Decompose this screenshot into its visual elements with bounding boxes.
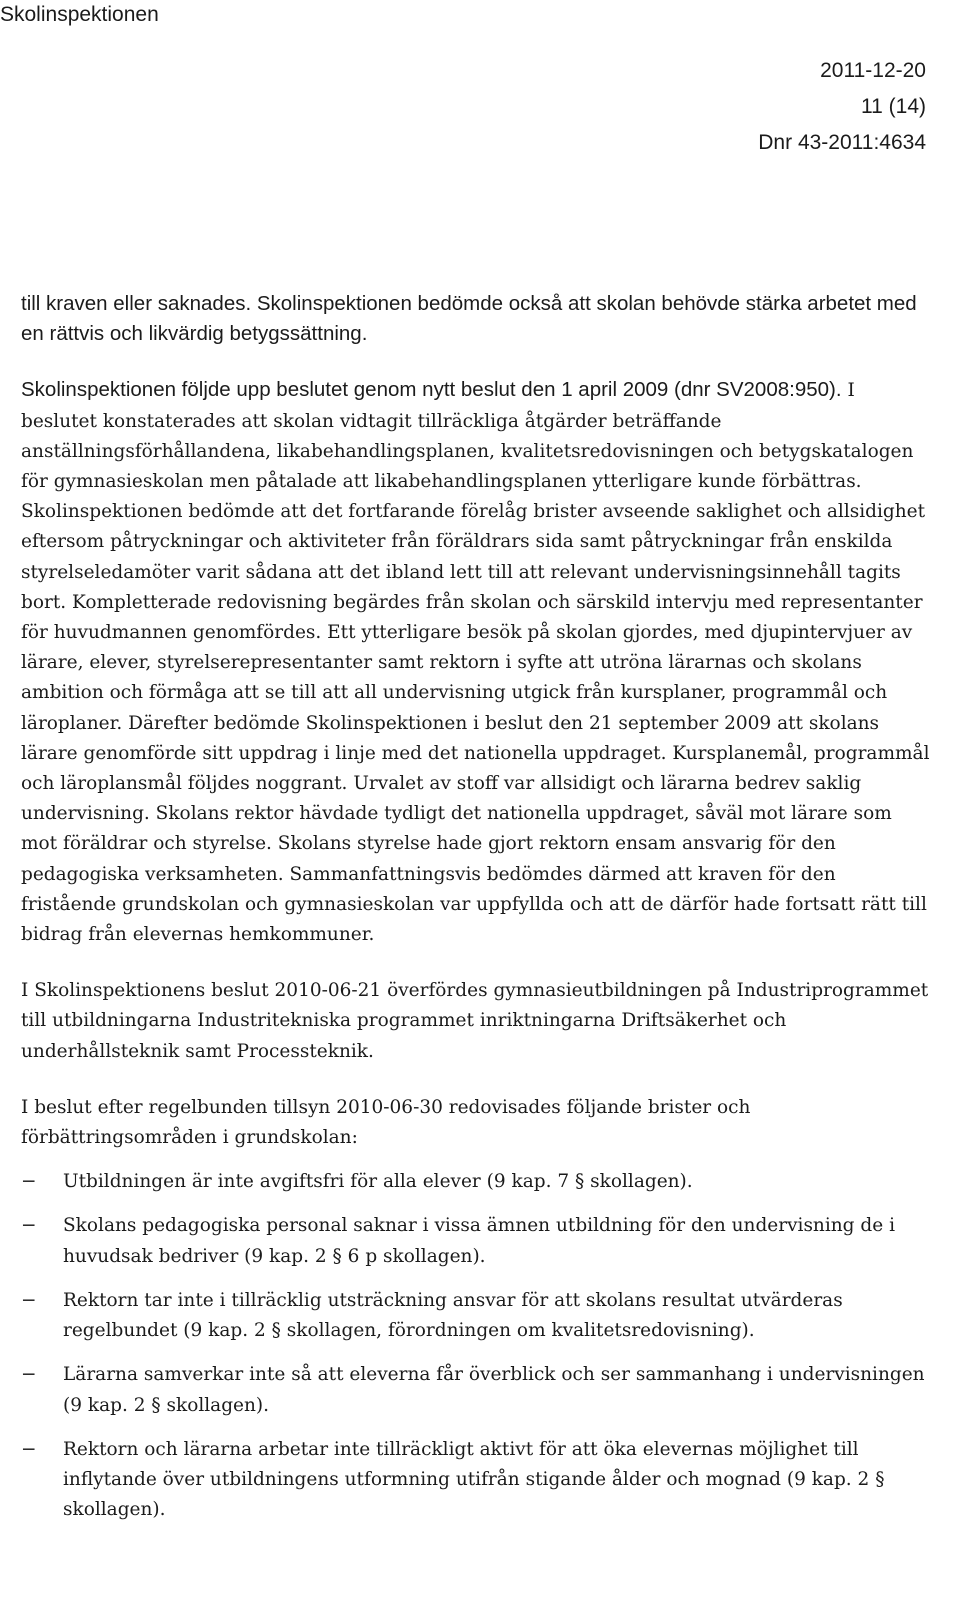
dash-bullet: − — [21, 1364, 37, 1386]
list-item: − Skolans pedagogiska personal saknar i vissa ämnen utbildning för den undervisning de i huvudsak bedriver (9 kap. 2 § 6 p skollagen). — [21, 1211, 933, 1271]
reference-number: Dnr 43-2011:4634 — [758, 131, 926, 154]
document-body — [21, 289, 933, 1539]
dash-bullet: − — [21, 1438, 37, 1460]
paragraph-4: I beslut efter regelbunden tillsyn 2010-06-30 redovisades följande brister och förbättringsområden i grundskolan: — [21, 1096, 751, 1149]
paragraph-2 — [21, 375, 933, 950]
document-meta — [758, 58, 926, 166]
list-item: − Rektorn och lärarna arbetar inte tillräckligt aktivt för att öka elevernas möjlighet till inflytande över utbildningens utformning utifrån stigande ålder och mognad (9 kap. 2 § skollagen). — [21, 1435, 933, 1526]
list-item: − Lärarna samverkar inte så att eleverna får överblick och ser sammanhang i undervisningen (9 kap. 2 § skollagen). — [21, 1360, 933, 1420]
paragraph-3: I Skolinspektionens beslut 2010-06-21 överfördes gymnasieutbildningen på Industriprogrammet till utbildningarna Industritekniska programmet inriktningarna Driftsäkerhet och underhållsteknik samt Processteknik. — [21, 980, 929, 1062]
dash-bullet: − — [21, 1171, 37, 1193]
paragraph-2-main: I beslutet konstaterades att skolan vidtagit tillräckliga åtgärder beträffande anställningsförhållandena, likabehandlingsplanen, kvalitetsredovisningen och betygskatalogen för gymnasieskolan men påtalade att likabehandlingsplanen ytterligare kunde förbättras. Skolinspektionen bedömde att det fortfarande förelåg brister avseende saklighet och allsidighet eftersom påtryckningar och aktiviteter från föräldrars sida samt påtryckningar från enskilda styrelseledamöter varit sådana att det ibland lett till att relevant undervisningsinnehåll tagits bort. Kompletterade redovisning begärdes från skolan och särskild intervju med representanter för huvudmannen genomfördes. Ett ytterligare besök på skolan gjordes, med djupintervjuer av lärare, elever, styrelserepresentanter samt rektorn i syfte att utröna lärarnas och skolans ambition och förmåga att se till att all undervisning utgick från kursplaner, programmål och läroplaner. Därefter bedömde Skolinspektionen i beslut den 21 september 2009 att skolans lärare genomförde sitt uppdrag i linje med det nationella uppdraget. Kursplanemål, programmål och läroplansmål följdes noggrant. Urvalet av stoff var allsidigt och lärarna bedrev saklig undervisning. Skolans rektor hävdade tydligt det nationella uppdraget, såväl mot lärare som mot föräldrar och styrelse. Skolans styrelse hade gjort rektorn ensam ansvarig för den pedagogiska verksamheten. Sammanfattningsvis bedömdes därmed att kraven för den fristående grundskolan och gymnasieskolan var uppfyllda och att de därför hade fortsatt rätt till bidrag från elevernas hemkommuner. — [21, 380, 930, 946]
dash-bullet: − — [21, 1289, 37, 1311]
document-date: 2011-12-20 — [820, 59, 926, 82]
paragraph-2-intro: Skolinspektionen följde upp beslutet genom nytt beslut den 1 april 2009 (dnr SV2008:950). — [21, 378, 842, 402]
list-item: − Utbildningen är inte avgiftsfri för alla elever (9 kap. 7 § skollagen). — [21, 1167, 933, 1197]
deficiency-list — [21, 1167, 933, 1525]
dash-bullet: − — [21, 1215, 37, 1237]
page-number: 11 (14) — [861, 95, 926, 118]
organization-name: Skolinspektionen — [0, 3, 159, 26]
paragraph-1: till kraven eller saknades. Skolinspektionen bedömde också att skolan behövde stärka arbetet med en rättvis och likvärdig betygssättning. — [21, 292, 917, 346]
list-item: − Rektorn tar inte i tillräcklig utsträckning ansvar för att skolans resultat utvärderas regelbundet (9 kap. 2 § skollagen, förordningen om kvalitetsredovisning). — [21, 1286, 933, 1346]
